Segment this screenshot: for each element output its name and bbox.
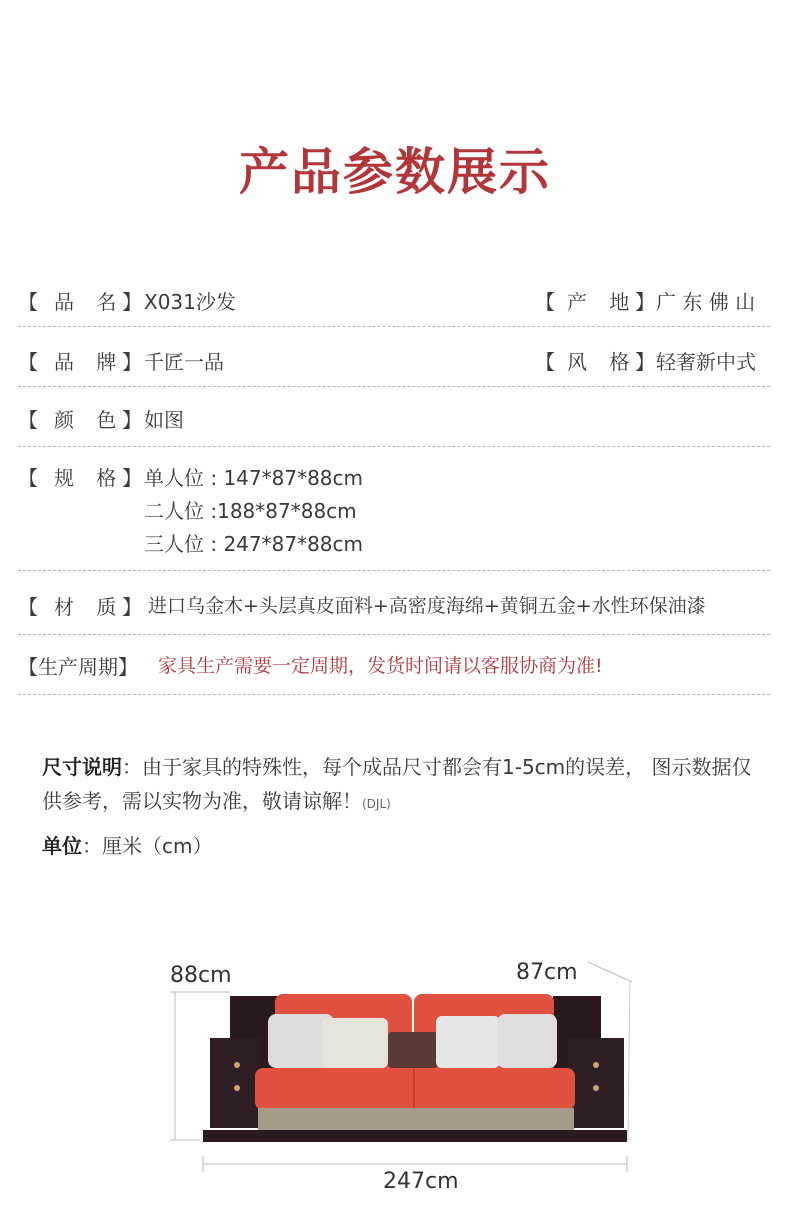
- param-value-color: 如图: [144, 408, 184, 432]
- divider: [18, 694, 770, 695]
- dimension-depth: 87cm: [516, 960, 578, 985]
- param-label-cycle: 【生产周期】: [18, 655, 138, 679]
- page-title: 产品参数展示: [239, 142, 551, 201]
- param-value-brand: 千匠一品: [144, 350, 224, 374]
- divider: [18, 386, 770, 387]
- param-value-style: 轻奢新中式: [656, 350, 756, 374]
- param-value-name: X031沙发: [144, 290, 236, 314]
- unit-note: 单位：厘米（cm）: [42, 834, 213, 858]
- dimension-width: 247cm: [383, 1169, 459, 1194]
- param-row-spec: 【 规 格 】 单人位 : 147*87*88cm 二人位 :188*87*88cm 三人位 : 247*87*88cm: [18, 462, 770, 562]
- divider: [18, 446, 770, 447]
- size-note: 尺寸说明：由于家具的特殊性，每个成品尺寸都会有1-5cm的误差， 图示数据仅供参考，需以实物为准，敬请谅解！(DJL): [42, 755, 752, 813]
- spec-double: 二人位 :188*87*88cm: [144, 499, 357, 523]
- param-value-material: 进口乌金木+头层真皮面料+高密度海绵+黄铜五金+水性环保油漆: [148, 595, 706, 617]
- divider: [18, 326, 770, 327]
- spec-triple: 三人位 : 247*87*88cm: [144, 532, 364, 556]
- spec-single: 单人位 : 147*87*88cm: [144, 466, 364, 490]
- divider: [18, 634, 770, 635]
- divider: [18, 570, 770, 571]
- dimension-height: 88cm: [170, 963, 232, 988]
- param-value-origin: 广 东 佛 山: [656, 290, 756, 314]
- param-value-cycle: 家具生产需要一定周期，发货时间请以客服协商为准!: [158, 655, 603, 677]
